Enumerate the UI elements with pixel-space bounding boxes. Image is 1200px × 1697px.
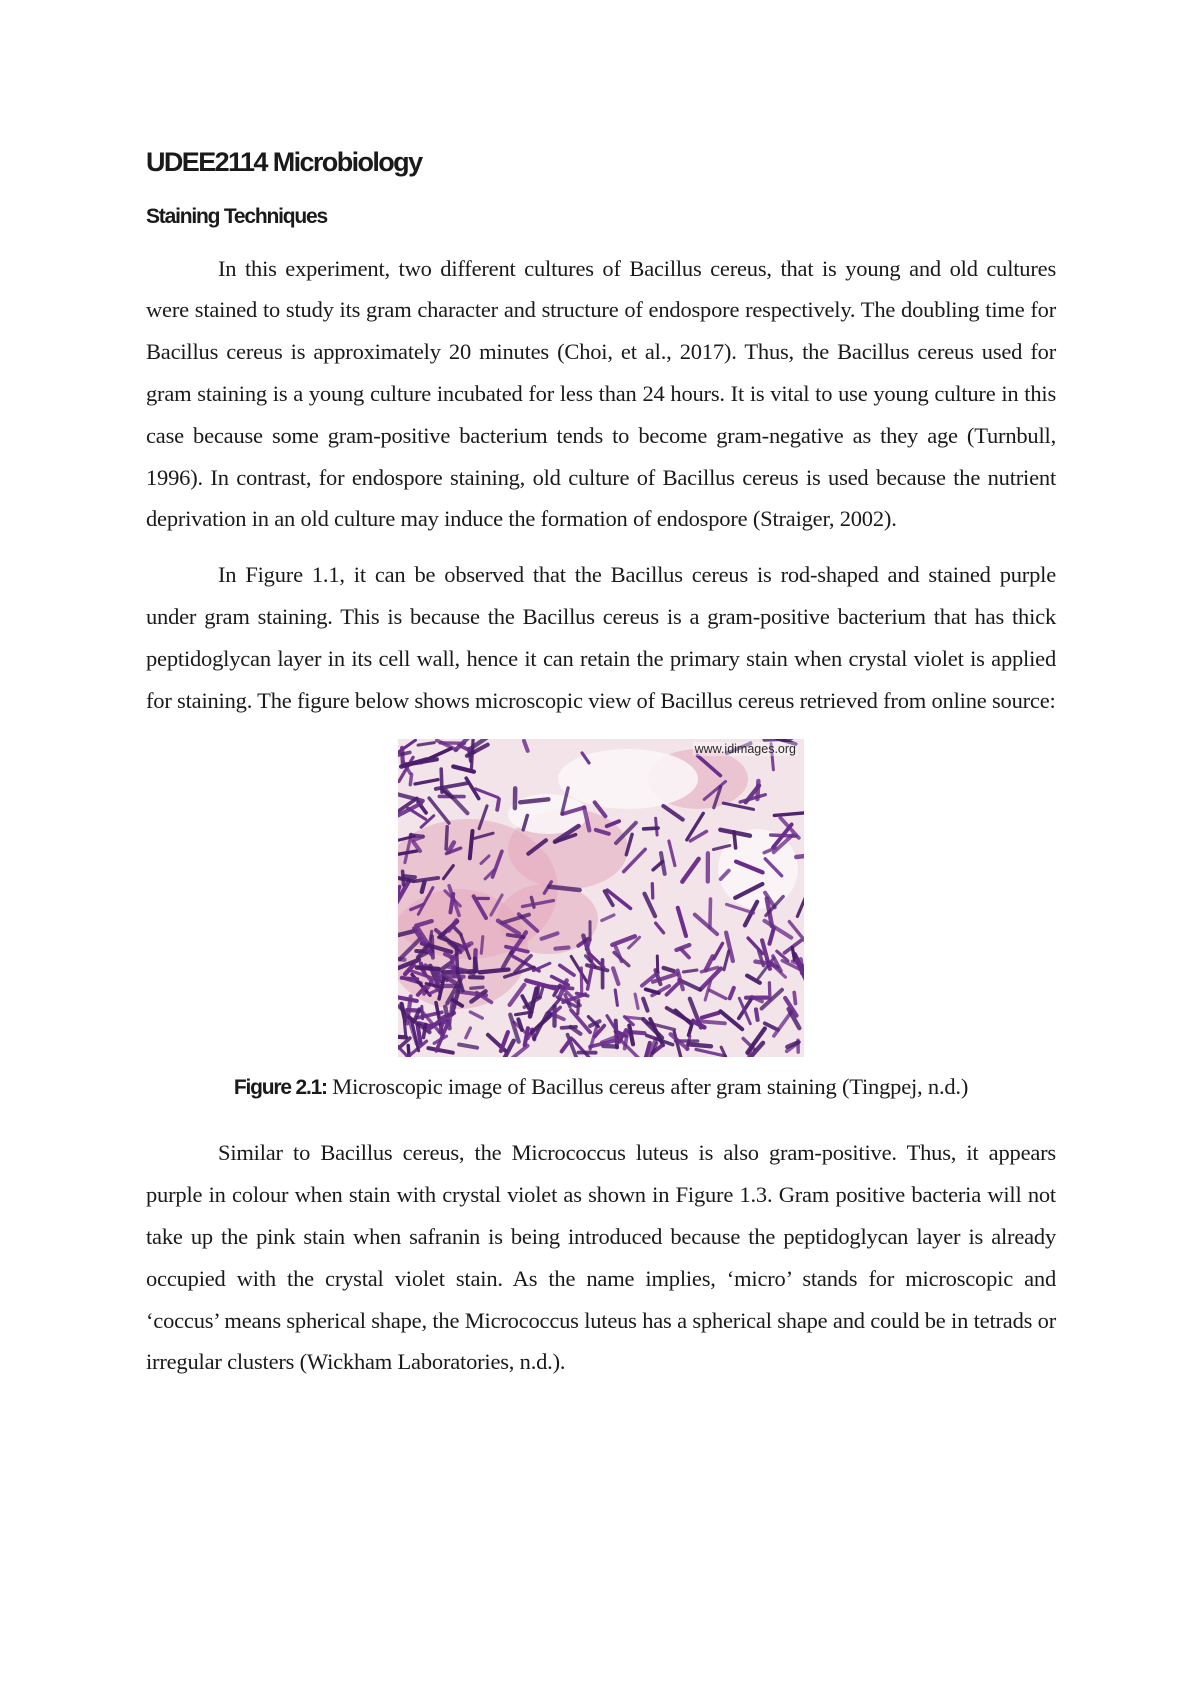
- document-page: [146, 140, 1056, 1383]
- figure-caption-text: Microscopic image of Bacillus cereus after gram staining (Tingpej, n.d.): [326, 1074, 969, 1100]
- bacillus-rod: [698, 1022, 725, 1024]
- bacillus-rod: [398, 794, 423, 801]
- bacillus-rod: [734, 832, 736, 848]
- bacillus-rod: [696, 1050, 725, 1057]
- bacillus-rod: [578, 1001, 579, 1014]
- bacillus-rod: [410, 775, 411, 786]
- bacillus-rod: [417, 968, 439, 970]
- bacillus-rod: [794, 993, 795, 1004]
- bacillus-rod: [571, 1027, 581, 1034]
- bacillus-rod: [471, 988, 483, 989]
- bacillus-rod: [571, 957, 587, 983]
- bacillus-rod: [555, 948, 568, 949]
- bacillus-rod: [720, 1012, 742, 1030]
- bacillus-rod: [607, 1016, 621, 1039]
- bacillus-rod: [710, 991, 726, 999]
- bacillus-rod: [613, 969, 618, 985]
- bacillus-rod: [644, 828, 659, 829]
- bacillus-rod: [508, 935, 524, 937]
- figure-caption-label: Figure 2.1:: [233, 1076, 327, 1100]
- bacillus-rod: [540, 986, 543, 997]
- bacillus-rod: [615, 990, 617, 1006]
- bacillus-rod: [524, 741, 528, 751]
- bacillus-rod: [587, 940, 590, 950]
- image-watermark: www.idimages.org: [694, 742, 796, 757]
- bacillus-rod: [403, 872, 404, 886]
- bacillus-rod: [398, 1037, 406, 1038]
- bacillus-rod: [796, 856, 804, 858]
- bacillus-rod: [404, 876, 415, 877]
- bacillus-rod: [629, 1026, 633, 1045]
- bacillus-rod: [602, 915, 614, 921]
- bacillus-rod: [616, 947, 622, 961]
- bacillus-rod: [724, 951, 729, 970]
- bacillus-rod: [656, 923, 664, 933]
- bacillus-rod: [770, 929, 774, 945]
- bacillus-rod: [456, 948, 458, 976]
- bacillus-rod: [682, 859, 698, 882]
- bacillus-rod: [475, 959, 476, 971]
- bacillus-rod: [678, 908, 686, 936]
- bacillus-rod: [533, 964, 550, 971]
- bacillus-rod: [466, 1028, 471, 1038]
- bacillus-rod: [646, 990, 659, 994]
- bacillus-rod: [684, 970, 697, 972]
- bacillus-rod: [695, 915, 717, 935]
- bacillus-rod: [664, 968, 674, 971]
- bacillus-rod: [730, 988, 734, 998]
- course-title: UDEE2114 Microbiology: [146, 147, 422, 177]
- bacillus-rod: [797, 898, 804, 917]
- bacillus-rod: [588, 965, 593, 989]
- bacillus-rod: [769, 983, 770, 999]
- bacillus-rod: [402, 748, 403, 766]
- bacillus-micrograph: [398, 739, 804, 1057]
- bacillus-rod: [472, 739, 474, 768]
- paragraph-micrococcus: Similar to Bacillus cereus, the Micrococcus luteus is also gram-positive. Thus, it appears purple in colour when stain with crystal violet as shown in Figure 1.3. Gram positive bacteria will not take up the pink stain when safranin is being introduced because the peptidoglycan layer is already occupied with the crystal violet stain. As the name implies, ‘micro’ stands for microscopic and ‘coccus’ means spherical shape, the Micrococcus luteus has a spherical shape and could be in tetrads or irregular clusters (Wickham Laboratories, n.d.).: [146, 1140, 1056, 1375]
- paragraph-gram-staining: In Figure 1.1, it can be observed that the Bacillus cereus is rod-shaped and stained purple under gram staining. This is because the Bacillus cereus is a gram-positive bacterium that has thick peptidoglycan layer in its cell wall, hence it can retain the primary stain when crystal violet is applied for staining. The figure below shows microscopic view of Bacillus cereus retrieved from online source:: [146, 562, 1056, 713]
- bacillus-rod: [560, 966, 574, 976]
- bacillus-rod: [481, 937, 483, 954]
- bacillus-rod: [669, 841, 675, 866]
- section-title: Staining Techniques: [146, 205, 327, 229]
- bacillus-rod: [520, 800, 548, 803]
- bacillus-rod: [531, 1015, 550, 1033]
- bacillus-rod: [765, 739, 792, 740]
- bacillus-rod: [688, 1045, 711, 1047]
- bacillus-rod: [619, 1038, 639, 1057]
- bacillus-rod: [681, 950, 689, 958]
- bacillus-rod: [603, 1046, 616, 1047]
- bacillus-rod: [428, 1048, 452, 1053]
- bacillus-rod: [470, 831, 473, 858]
- bacillus-rod: [710, 899, 711, 927]
- bacillus-rod: [676, 945, 689, 950]
- bacillus-rod: [675, 1011, 690, 1024]
- paragraph-intro: In this experiment, two different cultures of Bacillus cereus, that is young and old cultures were stained to study its gram character and structure of endospore respectively. The doubling time for Bacillus cereus is approximately 20 minutes (Choi, et al., 2017). Thus, the Bacillus cereus used for gram staining is a young culture incubated for less than 24 hours. It is vital to use young culture in this case because some gram-positive bacterium tends to become gram-negative as they age (Turnbull, 1996). In contrast, for endospore staining, old culture of Bacillus cereus is used because the nutrient deprivation in an old culture may induce the formation of endospore (Straiger, 2002).: [146, 255, 1056, 532]
- bacillus-rod: [402, 978, 418, 979]
- bacillus-rod: [429, 798, 449, 823]
- bacillus-rod: [418, 743, 434, 746]
- bacillus-rod: [512, 1046, 528, 1057]
- bacillus-rod: [801, 960, 802, 974]
- bacillus-rod: [446, 791, 467, 814]
- bacillus-rod: [701, 968, 717, 972]
- bacillus-rod: [652, 884, 653, 898]
- bacillus-rod: [452, 960, 454, 976]
- bacillus-rod: [415, 780, 438, 784]
- bacillus-rod: [765, 921, 792, 938]
- bacillus-rod: [480, 970, 509, 973]
- bacillus-rod: [446, 827, 447, 849]
- bacillus-rod: [447, 976, 464, 977]
- clear-region: [558, 749, 698, 809]
- bacillus-rod: [643, 999, 647, 1011]
- bacillus-rod: [714, 944, 723, 959]
- bacillus-rod: [756, 1010, 758, 1021]
- figure: [146, 739, 1056, 1057]
- microscopic-image: [398, 739, 804, 1057]
- bacillus-rod: [497, 800, 499, 811]
- bacillus-rod: [398, 996, 417, 1001]
- bacillus-rod: [459, 1045, 477, 1048]
- bacillus-rod: [792, 948, 794, 960]
- bacillus-rod: [404, 1022, 405, 1036]
- bacillus-rod: [723, 803, 753, 809]
- bacillus-rod: [702, 1013, 719, 1018]
- figure-caption: [146, 1071, 1056, 1104]
- bacillus-rod: [549, 887, 579, 890]
- bacillus-rod: [774, 813, 804, 816]
- bacillus-rod: [470, 1012, 482, 1018]
- bacillus-rod: [663, 806, 682, 820]
- bacillus-rod: [422, 882, 425, 892]
- bacillus-rod: [635, 994, 638, 1008]
